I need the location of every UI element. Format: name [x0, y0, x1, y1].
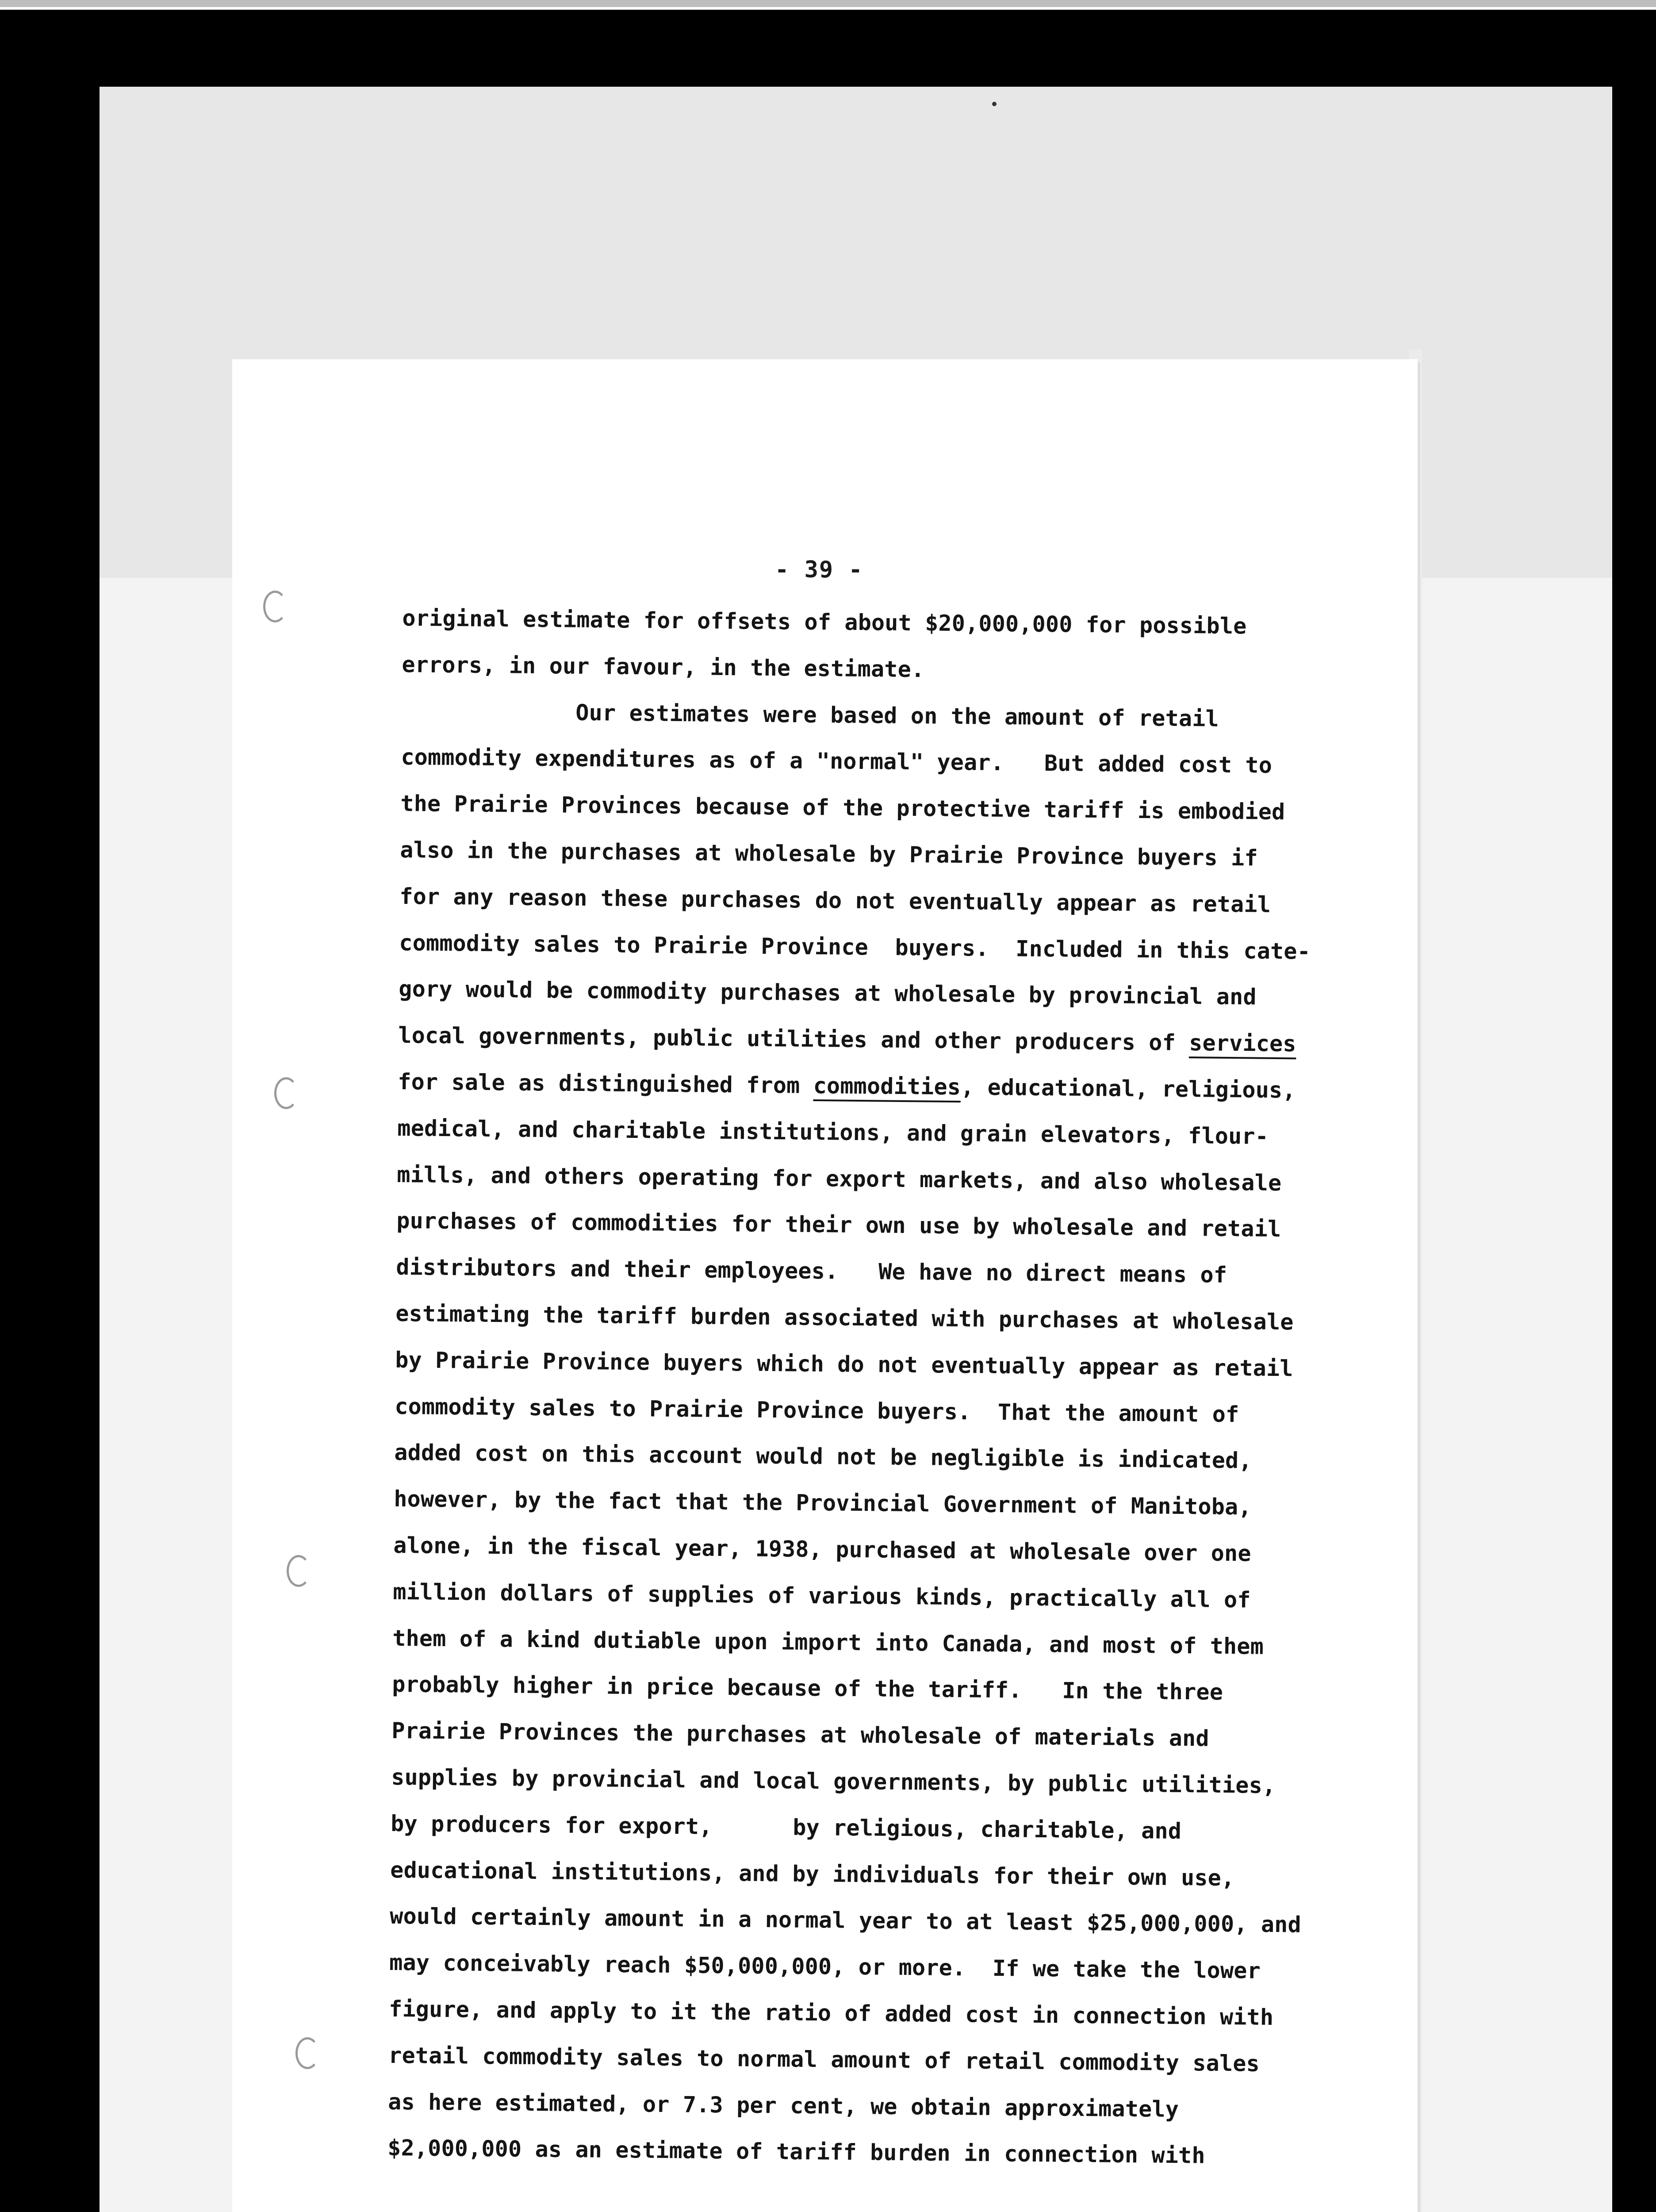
punch-hole-mark: [295, 2037, 319, 2069]
text-line: [402, 641, 1393, 697]
text-segment: distributors and their employees. We have no direct means of: [396, 1254, 1227, 1288]
punch-hole-mark: [274, 1077, 298, 1109]
text-segment: may conceivably reach $50,000,000, or more. If we take the lower: [389, 1949, 1261, 1984]
text-segment: also in the purchases at wholesale by Prairie Province buyers if: [400, 837, 1258, 871]
text-segment: estimating the tariff burden associated with purchases at wholesale: [395, 1300, 1294, 1335]
text-segment: , educational, religious,: [960, 1074, 1296, 1103]
text-line: [391, 1801, 1382, 1856]
page-number: - 39 -: [775, 557, 863, 583]
scan-speck: [992, 102, 997, 106]
text-segment: local governments, public utilities and other producers of: [398, 1022, 1189, 1056]
text-segment: errors, in our favour, in the estimate.: [402, 651, 925, 683]
text-segment: however, by the fact that the Provincial Government of Manitoba,: [394, 1486, 1252, 1520]
text-segment: added cost on this account would not be negligible is indicated,: [394, 1440, 1252, 1474]
punch-hole-mark: [263, 591, 287, 622]
text-line: [399, 873, 1391, 929]
text-segment: million dollars of supplies of various kinds, practically all of: [393, 1578, 1251, 1613]
text-segment: as here estimated, or 7.3 per cent, we obtain approximately: [388, 2089, 1179, 2122]
text-segment: alone, in the fiscal year, 1938, purchased at wholesale over one: [393, 1532, 1251, 1567]
text-segment: probably higher in price because of the tariff. In the three: [392, 1671, 1223, 1705]
text-segment: original estimate for offsets of about $20,000,000 for possible: [402, 605, 1247, 639]
text-segment: supplies by provincial and local governments, by public utilities,: [391, 1764, 1276, 1798]
text-segment: commodity expenditures as of a "normal" year. But added cost to: [401, 744, 1273, 779]
text-segment: purchases of commodities for their own use by wholesale and retail: [396, 1208, 1281, 1242]
underlined-word: commodities: [813, 1072, 961, 1100]
text-segment: commodity sales to Prairie Province buyers. That the amount of: [395, 1393, 1239, 1427]
text-line: [395, 1337, 1386, 1393]
text-segment: for any reason these purchases do not eventually appear as retail: [399, 883, 1271, 918]
text-segment: Prairie Provinces the purchases at wholesale of materials and: [391, 1718, 1210, 1751]
text-segment: medical, and charitable institutions, and grain elevators, flour-: [397, 1115, 1269, 1149]
text-line: [388, 2032, 1380, 2088]
text-segment: the Prairie Provinces because of the protective tariff is embodied: [400, 791, 1285, 825]
page-body-text: [387, 595, 1393, 2181]
text-segment: retail commodity sales to normal amount of retail commodity sales: [388, 2042, 1260, 2077]
text-segment: $2,000,000 as an estimate of tariff burden in connection with: [387, 2135, 1205, 2169]
text-line: [387, 2125, 1379, 2181]
text-line: [393, 1569, 1384, 1624]
underlined-word: services: [1188, 1030, 1296, 1057]
text-segment: mills, and others operating for export markets, and also wholesale: [397, 1161, 1282, 1196]
text-segment: by producers for export, by religious, charitable, and: [391, 1810, 1182, 1844]
text-segment: by Prairie Province buyers which do not eventually appear as retail: [395, 1347, 1293, 1382]
text-segment: for sale as distinguished from: [398, 1068, 814, 1098]
text-segment: figure, and apply to it the ratio of added cost in connection with: [389, 1996, 1274, 2030]
text-segment: gory would be commodity purchases at wholesale by provincial and: [399, 976, 1257, 1010]
text-segment: them of a kind dutiable upon import into Canada, and most of them: [392, 1625, 1264, 1659]
text-segment: commodity sales to Prairie Province buyers. Included in this cate-: [399, 929, 1311, 964]
punch-hole-mark: [287, 1555, 310, 1587]
scanner-top-strip: [0, 0, 1656, 7]
text-segment: educational institutions, and by individuals for their own use,: [390, 1857, 1235, 1891]
scanner-top-line: [0, 7, 1656, 10]
text-line: [397, 1105, 1388, 1161]
text-segment: would certainly amount in a normal year to at least $25,000,000, and: [390, 1903, 1302, 1938]
text-segment: Our estimates were based on the amount of retail: [401, 698, 1219, 732]
